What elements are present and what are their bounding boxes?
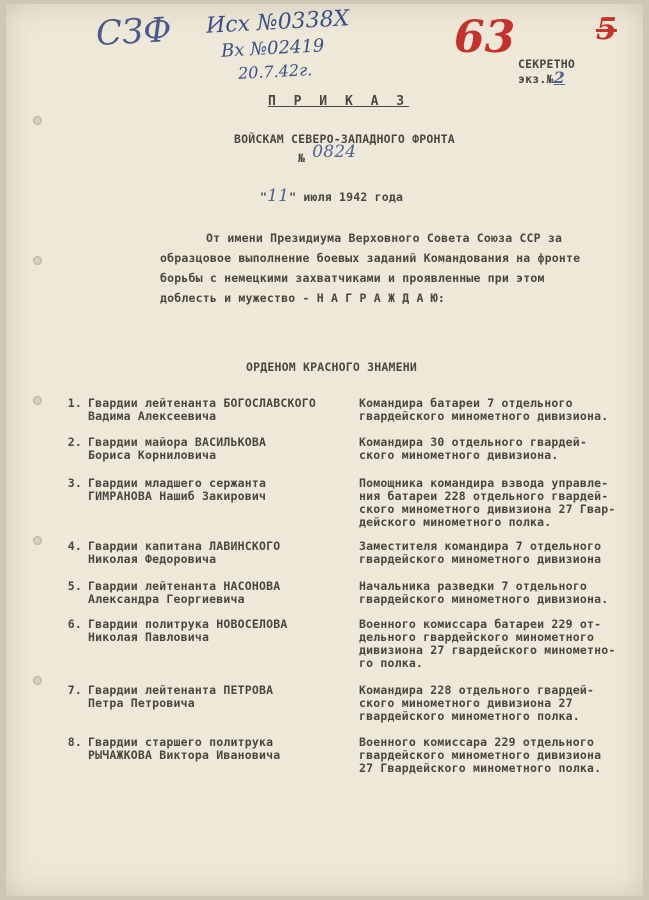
awardee-position-line: гвардейского минометного полка. bbox=[359, 709, 580, 723]
awardee-number: 7. bbox=[67, 683, 82, 697]
awardee-position-line: Заместителя командира 7 отдельного bbox=[359, 539, 602, 553]
date-rest: июля 1942 года bbox=[303, 190, 404, 204]
awardee-name-line: Александра Георгиевича bbox=[88, 592, 245, 606]
awardee-position-line: ского минометного дивизиона. bbox=[359, 448, 559, 462]
awardee-name-line: Гвардии лейтенанта БОГОСЛАВСКОГО bbox=[88, 396, 316, 410]
awardee-position-line: Военного комиссара 229 отдельного bbox=[359, 735, 595, 749]
awardee-position-line: дельного гвардейского минометного bbox=[359, 630, 595, 644]
award-heading: ОРДЕНОМ КРАСНОГО ЗНАМЕНИ bbox=[246, 360, 417, 374]
awardee-position-line: ского минометного дивизиона 27 bbox=[359, 696, 573, 710]
awardee-position-line: ния батареи 228 отдельного гвардей- bbox=[359, 489, 609, 503]
preamble-line: борьбы с немецкими захватчиками и проявленные при этом bbox=[160, 271, 545, 285]
awardee-position-line: Военного комиссара батареи 229 от- bbox=[359, 617, 602, 631]
order-number bbox=[298, 142, 357, 165]
awardee-position-line: гвардейского минометного дивизиона. bbox=[359, 592, 609, 606]
awardee-name-line: Бориса Корниловича bbox=[88, 448, 217, 462]
preamble-line: образцовое выполнение боевых заданий Командования на фронте bbox=[160, 251, 581, 265]
awardee-name-line: ГИМРАНОВА Нашиб Закирович bbox=[88, 489, 267, 503]
date-day: 11 bbox=[267, 186, 290, 206]
awardee-position-line: гвардейского минометного дивизиона bbox=[359, 552, 602, 566]
number-prefix: № bbox=[298, 151, 306, 165]
awardee-name-line: Гвардии лейтенанта ПЕТРОВА bbox=[88, 683, 274, 697]
awardee-name-line: Николая Павловича bbox=[88, 630, 210, 644]
preamble-line: доблесть и мужество - Н А Г Р А Ж Д А Ю: bbox=[160, 291, 445, 305]
awardee-position-line: Командира 30 отдельного гвардей- bbox=[359, 435, 587, 449]
awardee-number: 6. bbox=[67, 617, 82, 631]
order-addressee: ВОЙСКАМ СЕВЕРО-ЗАПАДНОГО ФРОНТА bbox=[234, 132, 455, 146]
awardee-number: 2. bbox=[67, 435, 82, 449]
awardee-position-line: 27 Гвардейского минометного полка. bbox=[359, 761, 602, 775]
awardee-position-line: Начальника разведки 7 отдельного bbox=[359, 579, 587, 593]
archive-mark: СЗФ bbox=[95, 10, 173, 54]
awardee-name-line: Гвардии майора ВАСИЛЬКОВА bbox=[88, 435, 267, 449]
incoming-number: Вх №02419 bbox=[220, 35, 325, 62]
outgoing-number: Исх №0338Х bbox=[205, 6, 350, 39]
awardee-name-line: Вадима Алексеевича bbox=[88, 409, 217, 423]
awardee-position-line: ского минометного дивизиона 27 Гвар- bbox=[359, 502, 616, 516]
awardee-position-line: гвардейского минометного дивизиона. bbox=[359, 409, 609, 423]
preamble-line: От имени Президиума Верховного Совета Союза ССР за bbox=[206, 231, 563, 245]
awardee-name-line: Гвардии политрука НОВОСЕЛОВА bbox=[88, 617, 288, 631]
sheet-number: 63 bbox=[454, 12, 516, 63]
awardee-number: 3. bbox=[67, 476, 82, 490]
number-value: 0824 bbox=[312, 142, 357, 162]
secret-label: СЕКРЕТНО bbox=[518, 57, 575, 71]
awardee-number: 5. bbox=[67, 579, 82, 593]
copy-prefix: экз.№ bbox=[518, 72, 554, 86]
awardee-position-line: Командира 228 отдельного гвардей- bbox=[359, 683, 595, 697]
awardee-number: 4. bbox=[67, 539, 82, 553]
document-page bbox=[6, 4, 643, 896]
awardee-name-line: Гвардии лейтенанта НАСОНОВА bbox=[88, 579, 281, 593]
awardee-position-line: гвардейского минометного дивизиона bbox=[359, 748, 602, 762]
copy-number: 2 bbox=[553, 68, 565, 87]
awardee-name-line: Гвардии младшего сержанта bbox=[88, 476, 267, 490]
awardee-name-line: Гвардии капитана ЛАВИНСКОГО bbox=[88, 539, 281, 553]
copy-label bbox=[518, 68, 565, 87]
awardee-position-line: дейского минометного полка. bbox=[359, 515, 552, 529]
awardee-name-line: Николая Федоровича bbox=[88, 552, 217, 566]
awardee-position-line: Помощника командира взвода управле- bbox=[359, 476, 609, 490]
awardee-position-line: го полка. bbox=[359, 656, 424, 670]
awardee-number: 8. bbox=[67, 735, 82, 749]
awardee-position-line: дивизиона 27 гвардейского минометно- bbox=[359, 643, 616, 657]
corner-number: 5 bbox=[596, 12, 617, 47]
awardee-name-line: Петра Петровича bbox=[88, 696, 195, 710]
order-title: П Р И К А З bbox=[268, 94, 410, 109]
order-date: "11" июля 1942 года bbox=[260, 186, 404, 206]
awardee-name-line: Гвардии старшего политрука bbox=[88, 735, 274, 749]
awardee-number: 1. bbox=[67, 396, 82, 410]
date-note: 20.7.42г. bbox=[237, 60, 313, 83]
awardee-name-line: РЫЧАЖКОВА Виктора Ивановича bbox=[88, 748, 281, 762]
awardee-position-line: Командира батареи 7 отдельного bbox=[359, 396, 573, 410]
